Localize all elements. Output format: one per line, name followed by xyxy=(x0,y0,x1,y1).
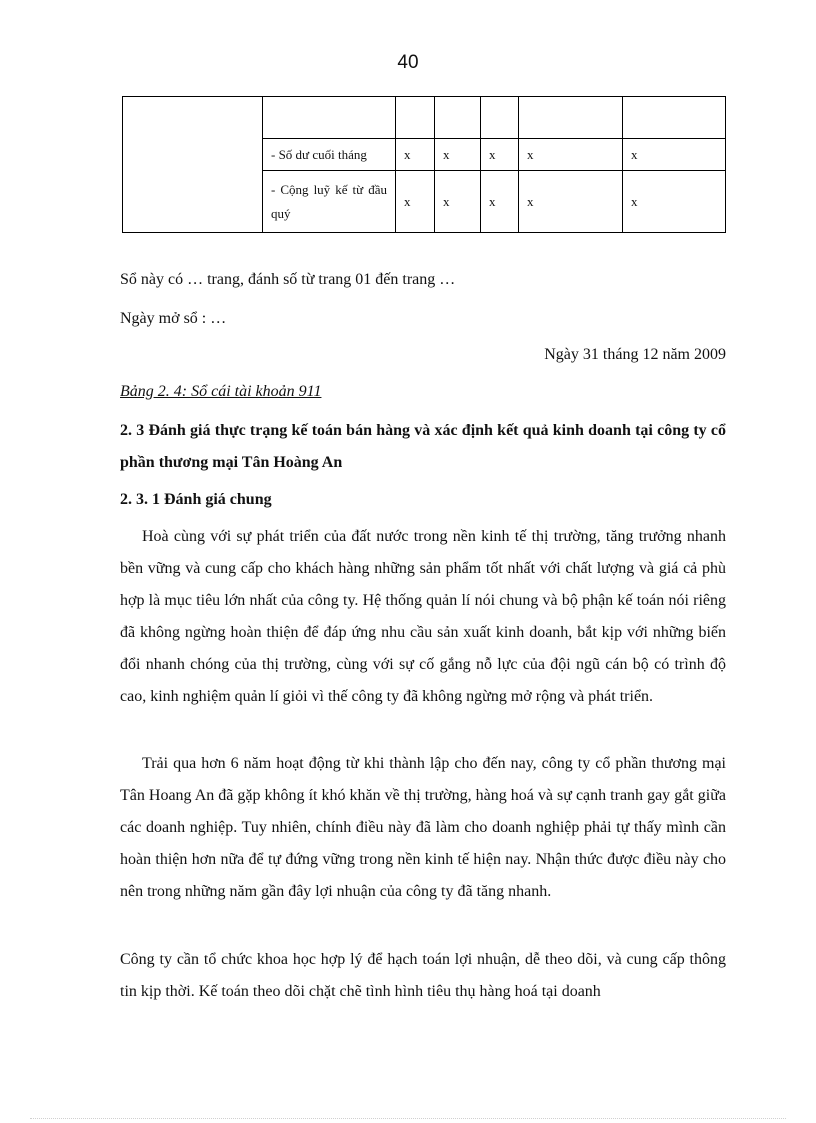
subsection-heading: 2. 3. 1 Đánh giá chung xyxy=(120,491,272,508)
paragraph: Công ty cần tổ chức khoa học hợp lý để hạch toán lợi nhuận, dễ theo dõi, và cung cấp thông tin kịp thời. Kế toán theo dõi chặt chẽ tình hình tiêu thụ hàng hoá tại doanh xyxy=(120,951,726,1000)
table-cell: x xyxy=(519,171,623,233)
table-cell xyxy=(481,97,519,139)
page-number: 40 xyxy=(397,52,419,73)
table-cell: x xyxy=(481,139,519,171)
table-caption: Bảng 2. 4: Sổ cái tài khoản 911 xyxy=(120,383,322,400)
table-cell: x xyxy=(519,139,623,171)
account-cell xyxy=(123,97,263,233)
table-cell: x xyxy=(396,171,435,233)
section-heading: 2. 3 Đánh giá thực trạng kế toán bán hàng và xác định kết quả kinh doanh tại công ty cổ phần thương mại Tân Hoàng An xyxy=(120,422,726,471)
table-cell: x xyxy=(623,139,726,171)
table-cell xyxy=(435,97,481,139)
row-description xyxy=(263,97,396,139)
paragraph: Trải qua hơn 6 năm hoạt động từ khi thành lập cho đến nay, công ty cổ phần thương mại Tân Hoang An đã gặp không ít khó khăn về thị trường, hàng hoá và sự cạnh tranh gay gắt giữa các doanh nghiệp. Tuy nhiên, chính điều này đã làm cho doanh nghiệp phải tự thấy mình cần hoàn thiện hơn nữa để tự đứng vững trong nền kinh tế hiện nay. Nhận thức được điều này cho nên trong những năm gần đây lợi nhuận của công ty đã tăng nhanh. xyxy=(120,755,726,900)
table-cell: x xyxy=(435,171,481,233)
ledger-table xyxy=(122,96,726,233)
row-description: - Cộng luỹ kế từ đầu quý xyxy=(263,171,396,233)
page-bottom-rule xyxy=(30,1118,786,1119)
table-cell: x xyxy=(623,171,726,233)
open-date-note: Ngày mở sổ : … xyxy=(120,310,227,327)
table-cell xyxy=(623,97,726,139)
page-count-note: Sổ này có … trang, đánh số từ trang 01 đến trang … xyxy=(120,271,456,288)
table-cell: x xyxy=(481,171,519,233)
table-cell xyxy=(396,97,435,139)
table-cell: x xyxy=(396,139,435,171)
paragraph: Hoà cùng với sự phát triển của đất nước trong nền kinh tế thị trường, tăng trưởng nhanh bền vững và cung cấp cho khách hàng những sản phẩm tốt nhất với chất lượng và giá cả phù hợp là mục tiêu lớn nhất của công ty. Hệ thống quản lí nói chung và bộ phận kế toán nói riêng đã không ngừng hoàn thiện để đáp ứng nhu cầu sản xuất kinh doanh, bắt kịp với những biến đổi nhanh chóng của thị trường, cùng với sự cố gắng nỗ lực của đội ngũ cán bộ có trình độ cao, kinh nghiệm quản lí giỏi vì thế công ty đã không ngừng mở rộng và phát triển. xyxy=(120,528,726,705)
table-cell xyxy=(519,97,623,139)
table-cell: x xyxy=(435,139,481,171)
signing-date: Ngày 31 tháng 12 năm 2009 xyxy=(544,346,726,363)
row-description: - Số dư cuối tháng xyxy=(263,139,396,171)
table-row xyxy=(123,97,726,139)
